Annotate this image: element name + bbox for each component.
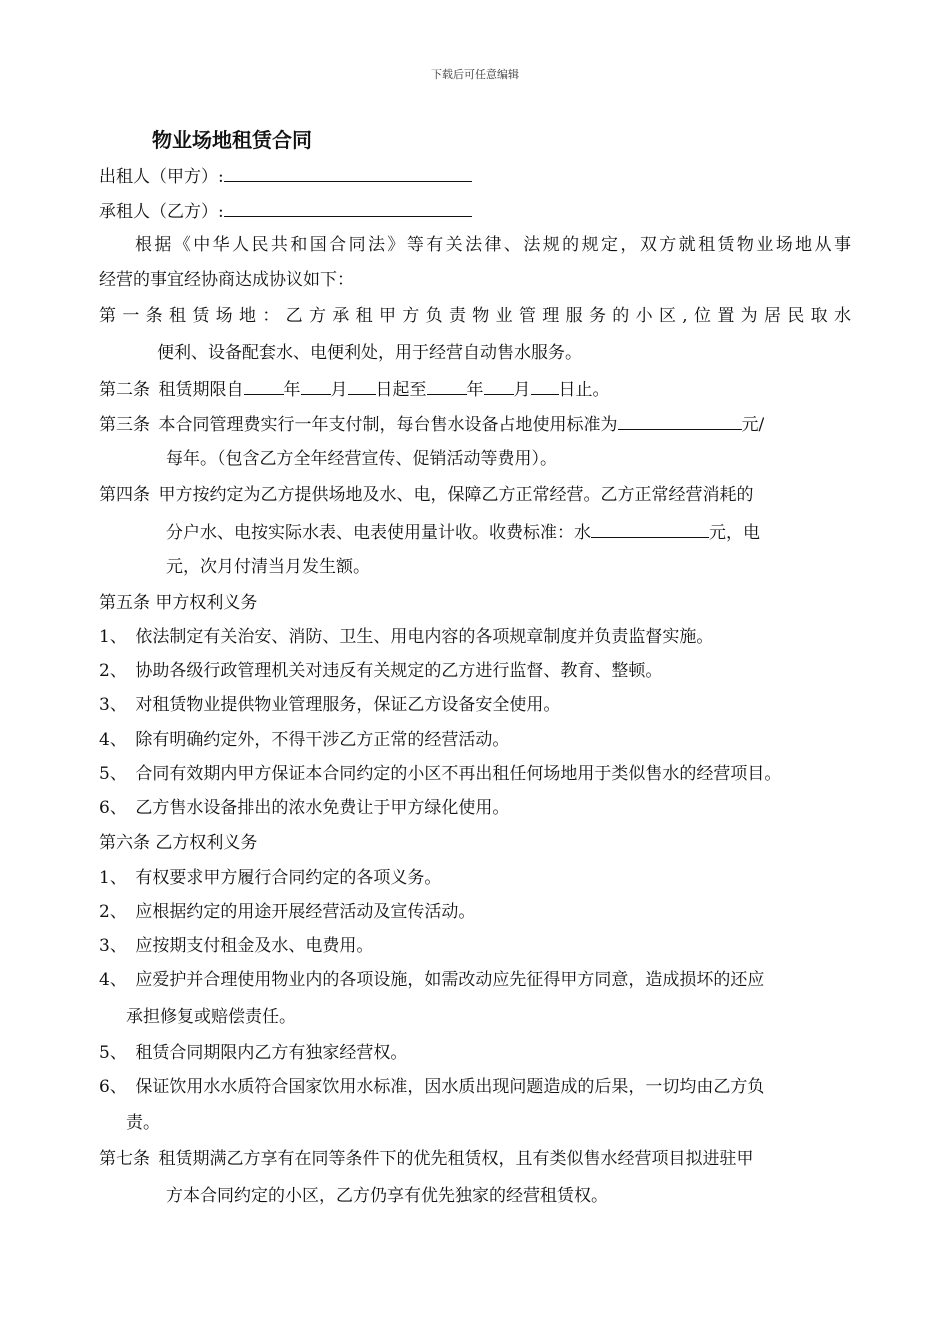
item-number: 1、 <box>99 627 127 647</box>
water-fee-text: 分户水、电按实际水表、电表使用量计收。收费标准：水 <box>166 523 591 543</box>
article-4-line-3: 元，次月付清当月发生额。 <box>166 557 370 577</box>
item-number: 2、 <box>99 902 127 922</box>
item-number: 3、 <box>99 936 127 956</box>
list-item <box>99 934 373 958</box>
article-4-line-1 <box>99 483 754 507</box>
article-3-line-1 <box>99 411 764 437</box>
item-text: 乙方售水设备排出的浓水免费让于甲方绿化使用。 <box>135 798 510 818</box>
list-item <box>99 728 509 752</box>
item-number: 1、 <box>99 868 127 888</box>
end-year-unit: 年 <box>466 380 484 400</box>
item-number: 6、 <box>99 1077 127 1097</box>
item-text: 除有明确约定外，不得干涉乙方正常的经营活动。 <box>135 730 510 750</box>
page-title: 物业场地租赁合同 <box>152 128 312 152</box>
list-item <box>99 796 509 820</box>
lessee-blank <box>224 198 472 217</box>
header-note: 下载后可任意编辑 <box>431 68 519 81</box>
article-1-line-2: 便利、设备配套水、电便利处，用于经营自动售水服务。 <box>157 343 582 363</box>
year-unit: 年 <box>283 380 301 400</box>
intro-line-2: 经营的事宜经协商达成协议如下： <box>99 270 354 290</box>
item-number: 2、 <box>99 661 127 681</box>
list-item <box>99 900 475 924</box>
fee-unit: 元/ <box>741 415 765 435</box>
item-text: 租赁合同期限内乙方有独家经营权。 <box>135 1043 408 1063</box>
article-2-text: 租赁期限自 <box>158 380 244 400</box>
list-item <box>99 762 781 786</box>
item-number: 5、 <box>99 764 127 784</box>
article-7-line-1 <box>99 1147 754 1171</box>
item-text: 依法制定有关治安、消防、卫生、用电内容的各项规章制度并负责监督实施。 <box>135 627 714 647</box>
list-item <box>99 625 713 649</box>
electric-fee-text: 元，电 <box>709 523 760 543</box>
item-text: 应根据约定的用途开展经营活动及宣传活动。 <box>135 902 476 922</box>
end-month-blank <box>484 376 514 395</box>
lessor-blank <box>224 163 472 182</box>
article-2 <box>99 376 610 402</box>
article-3-text: 本合同管理费实行一年支付制，每台售水设备占地使用标准为 <box>158 415 618 435</box>
list-item <box>99 1075 851 1099</box>
article-4-label: 第四条 <box>99 485 150 505</box>
month-unit: 月 <box>330 380 348 400</box>
item-number: 3、 <box>99 695 127 715</box>
item-text: 保证饮用水水质符合国家饮用水标准，因水质出现问题造成的后果，一切均由乙方负 <box>135 1077 765 1097</box>
article-7-label: 第七条 <box>99 1149 150 1169</box>
end-month-unit: 月 <box>513 380 531 400</box>
item-text: 有权要求甲方履行合同约定的各项义务。 <box>135 868 442 888</box>
article-4-line-2 <box>166 519 851 545</box>
fee-blank <box>618 411 742 430</box>
intro-line-1: 根据《中华人民共和国合同法》等有关法律、法规的规定，双方就租赁物业场地从事 <box>135 235 851 255</box>
item-number: 4、 <box>99 730 127 750</box>
list-item <box>99 968 851 992</box>
item-text: 协助各级行政管理机关对违反有关规定的乙方进行监督、教育、整顿。 <box>135 661 663 681</box>
item-text: 应爱护并合理使用物业内的各项设施，如需改动应先征得甲方同意，造成损坏的还应 <box>135 970 765 990</box>
item-number: 5、 <box>99 1043 127 1063</box>
list-item <box>99 659 662 683</box>
item-text: 对租赁物业提供物业管理服务，保证乙方设备安全使用。 <box>135 695 561 715</box>
article-1-line-1: 第一条租赁场地：乙方承租甲方负责物业管理服务的小区,位置为居民取水 <box>99 306 851 326</box>
water-fee-blank <box>591 519 709 538</box>
article-7-text: 租赁期满乙方享有在同等条件下的优先租赁权，且有类似售水经营项目拟进驻甲 <box>158 1149 754 1169</box>
list-item-continuation: 责。 <box>126 1113 160 1133</box>
list-item <box>99 866 441 890</box>
year-blank <box>244 376 284 395</box>
list-item <box>99 1041 407 1065</box>
item-text: 应按期支付租金及水、电费用。 <box>135 936 374 956</box>
lessee-label: 承租人（乙方）: <box>99 202 224 222</box>
article-7-line-2: 方本合同约定的小区，乙方仍享有优先独家的经营租赁权。 <box>166 1186 608 1206</box>
article-2-label: 第二条 <box>99 380 150 400</box>
article-5-heading: 第五条 甲方权利义务 <box>99 593 258 613</box>
end-year-blank <box>427 376 467 395</box>
article-3-label: 第三条 <box>99 415 150 435</box>
day-blank <box>348 376 376 395</box>
article-3-line-2: 每年。（包含乙方全年经营宣传、促销活动等费用）。 <box>166 449 557 469</box>
list-item-continuation: 承担修复或赔偿责任。 <box>126 1007 296 1027</box>
day-unit: 日起至 <box>375 380 427 400</box>
item-number: 4、 <box>99 970 127 990</box>
end-day-blank <box>531 376 559 395</box>
lessor-line <box>99 163 472 189</box>
lessor-label: 出租人（甲方）: <box>99 167 224 187</box>
end-day-unit: 日止。 <box>558 380 610 400</box>
list-item <box>99 693 560 717</box>
item-number: 6、 <box>99 798 127 818</box>
item-text: 合同有效期内甲方保证本合同约定的小区不再出租任何场地用于类似售水的经营项目。 <box>135 764 782 784</box>
lessee-line <box>99 198 472 224</box>
article-4-text: 甲方按约定为乙方提供场地及水、电，保障乙方正常经营。乙方正常经营消耗的 <box>158 485 754 505</box>
month-blank <box>301 376 331 395</box>
article-6-heading: 第六条 乙方权利义务 <box>99 833 258 853</box>
